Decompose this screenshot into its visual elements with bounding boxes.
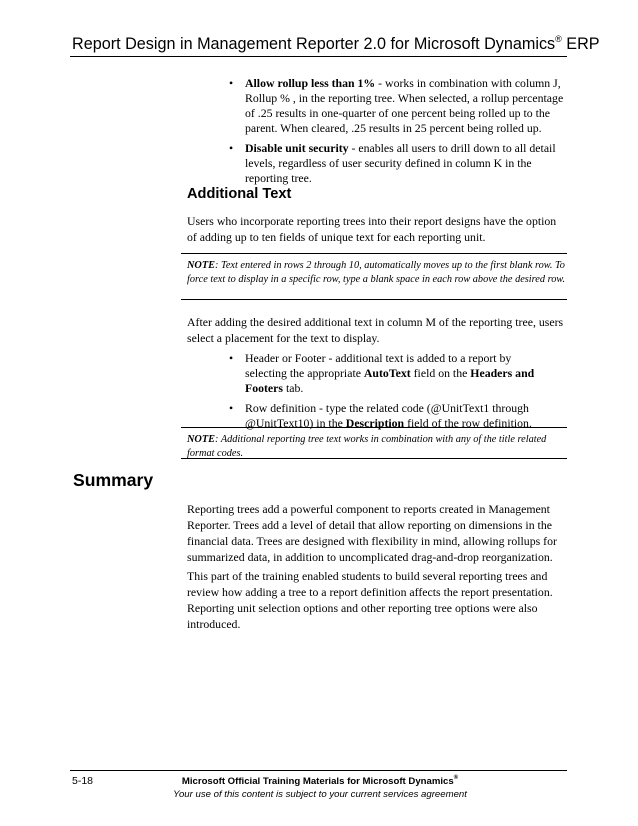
option-name: Allow rollup less than 1% — [245, 76, 376, 90]
bullet-icon: • — [229, 141, 234, 155]
placement-options-list — [229, 351, 554, 436]
bullet-bold-term: Headers and Footers — [245, 366, 535, 395]
footer-subtitle: Your use of this content is subject to your current services agreement — [173, 789, 467, 800]
note-box — [181, 427, 567, 459]
note-text: : Additional reporting tree text works in combination with any of the title related format codes. — [187, 434, 547, 459]
summary-paragraph-1: Reporting trees add a powerful component to reports created in Management Reporter. Trees add a level of detail that allow reporting on dimensions in the financial data. Trees are designed with flexibility in mind, allowing rollups for summarized data, in addition to uncomplicated drag-and-drop reorganization. — [187, 502, 557, 564]
note-box — [181, 253, 567, 300]
bullet-text: field on the — [410, 366, 471, 380]
section-heading-additional-text: Additional Text — [187, 186, 292, 202]
header-suffix: ERP — [561, 35, 600, 53]
section-heading-summary: Summary — [73, 470, 154, 490]
additional-text-intro: Users who incorporate reporting trees into their report designs have the option of adding up to ten fields of unique text for each reporting unit. — [187, 214, 557, 244]
bullet-text: Row definition - type the related code (@UnitText1 through @UnitText10) in the — [245, 401, 529, 430]
bullet-text: field of the row definition. — [404, 416, 532, 430]
bullet-bold-term: AutoText — [363, 366, 411, 380]
page-header — [72, 34, 600, 54]
header-title: Report Design in Management Reporter 2.0 for Microsoft Dynamics — [72, 35, 556, 53]
summary-paragraph-2: This part of the training enabled students to build several reporting trees and review how adding a tree to a report definition affects the report presentation. Reporting unit selection options and other reporting tree options were also introduced. — [187, 569, 553, 631]
option-description: - works in combination with column J, Rollup % , in the reporting tree. When selected, a rollup percentage of .25 results in one-quarter of one percent being rolled up to the parent. When cleared, .25 results in 25 percent being rolled up. — [245, 76, 564, 135]
option-name: Disable unit security — [245, 141, 349, 155]
footer-title — [150, 776, 490, 787]
footer-title-text: Microsoft Official Training Materials for Microsoft Dynamics — [181, 776, 454, 787]
bullet-icon: • — [229, 76, 234, 90]
option-description: - enables all users to drill down to all detail levels, regardless of user security defined in column K in the reporting tree. — [245, 141, 556, 185]
header-divider — [70, 56, 567, 57]
bullet-bold-term: Description — [345, 416, 405, 430]
bullet-text: tab. — [283, 381, 304, 395]
header-registered-mark: ® — [555, 34, 562, 44]
note-label: NOTE — [187, 434, 216, 445]
footer-registered-mark: ® — [453, 775, 459, 781]
footer-divider — [70, 770, 567, 771]
note-label: NOTE — [187, 260, 216, 271]
rollup-options-list — [229, 76, 564, 191]
page-number: 5-18 — [72, 775, 94, 787]
placement-intro: After adding the desired additional text in column M of the reporting tree, users select a placement for the text to display. — [187, 315, 564, 345]
bullet-text: Header or Footer - additional text is added to a report by selecting the appropriate — [245, 351, 512, 380]
bullet-icon: • — [229, 351, 234, 365]
list-item — [229, 351, 554, 396]
list-item — [229, 76, 564, 136]
note-text: : Text entered in rows 2 through 10, automatically moves up to the first blank row. To force text to display in a specific row, type a blank space in each row above the desired row. — [187, 260, 566, 285]
bullet-icon: • — [229, 401, 234, 415]
list-item — [229, 141, 564, 186]
